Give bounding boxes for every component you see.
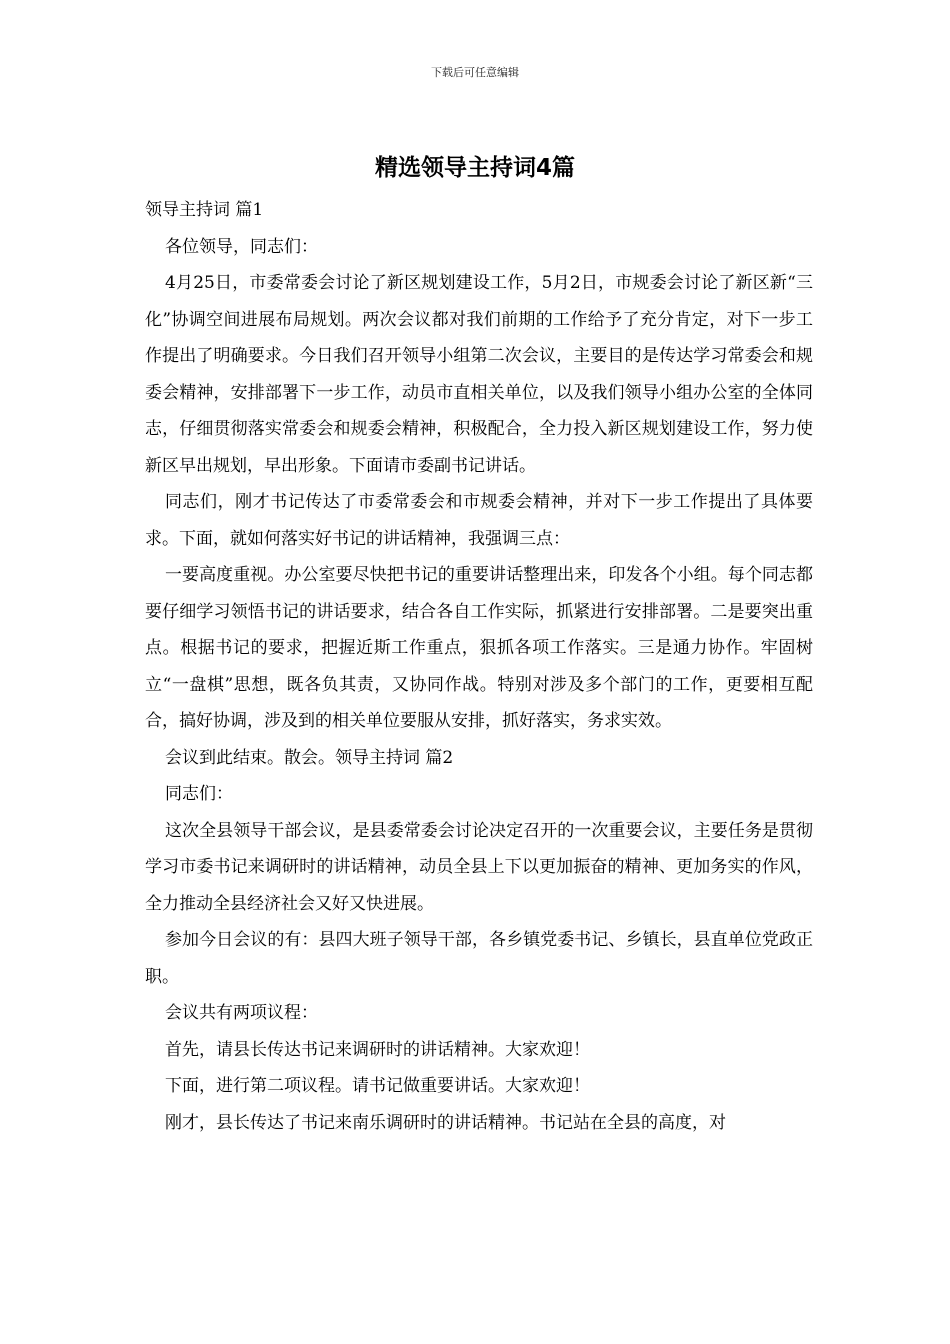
paragraph: 下面，进行第二项议程。请书记做重要讲话。大家欢迎！ xyxy=(165,1076,590,1096)
paragraph: 刚才，县长传达了书记来南乐调研时的讲话精神。书记站在全县的高度，对 xyxy=(165,1112,726,1133)
document-body xyxy=(145,192,813,1141)
paragraph: 同志们： xyxy=(165,784,233,804)
paragraph: 首先，请县长传达书记来调研时的讲话精神。大家欢迎！ xyxy=(165,1039,590,1060)
paragraph: 领导主持词 篇1 xyxy=(145,200,264,220)
paragraph: 这次全县领导干部会议，是县委常委会讨论决定召开的一次重要会议，主要任务是贯彻学习市委书记来调研时的讲话精神，动员全县上下以更加振奋的精神、更加务实的作风，全力推动全县经济社会又好又快进展。 xyxy=(145,820,813,914)
paragraph: 同志们，刚才书记传达了市委常委会和市规委会精神，并对下一步工作提出了具体要求。下面，就如何落实好书记的讲话精神，我强调三点： xyxy=(145,492,813,549)
header-note: 下载后可任意编辑 xyxy=(431,66,519,79)
paragraph: 一要高度重视。办公室要尽快把书记的重要讲话整理出来，印发各个小组。每个同志都要仔细学习领悟书记的讲话要求，结合各自工作实际，抓紧进行安排部署。二是要突出重点。根据书记的要求，把握近斯工作重点，狠抓各项工作落实。三是通力协作。牢固树立“一盘棋”思想，既各负其责，又协同作战。特别对涉及多个部门的工作，更要相互配合，搞好协调，涉及到的相关单位要服从安排，抓好落实，务求实效。 xyxy=(145,565,813,731)
paragraph: 会议共有两项议程： xyxy=(165,1003,318,1023)
paragraph: 4月25日，市委常委会讨论了新区规划建设工作，5月2日，市规委会讨论了新区新“三化”协调空间进展布局规划。两次会议都对我们前期的工作给予了充分肯定，对下一步工作提出了明确要求。今日我们召开领导小组第二次会议，主要目的是传达学习常委会和规委会精神，安排部署下一步工作，动员市直相关单位，以及我们领导小组办公室的全体同志，仔细贯彻落实常委会和规委会精神，积极配合，全力投入新区规划建设工作，努力使新区早出规划，早出形象。下面请市委副书记讲话。 xyxy=(145,273,813,476)
document-title: 精选领导主持词4篇 xyxy=(374,155,575,181)
paragraph: 各位领导，同志们： xyxy=(165,236,318,257)
paragraph: 会议到此结束。散会。领导主持词 篇2 xyxy=(165,747,454,768)
paragraph: 参加今日会议的有：县四大班子领导干部，各乡镇党委书记、乡镇长，县直单位党政正职。 xyxy=(145,930,813,987)
